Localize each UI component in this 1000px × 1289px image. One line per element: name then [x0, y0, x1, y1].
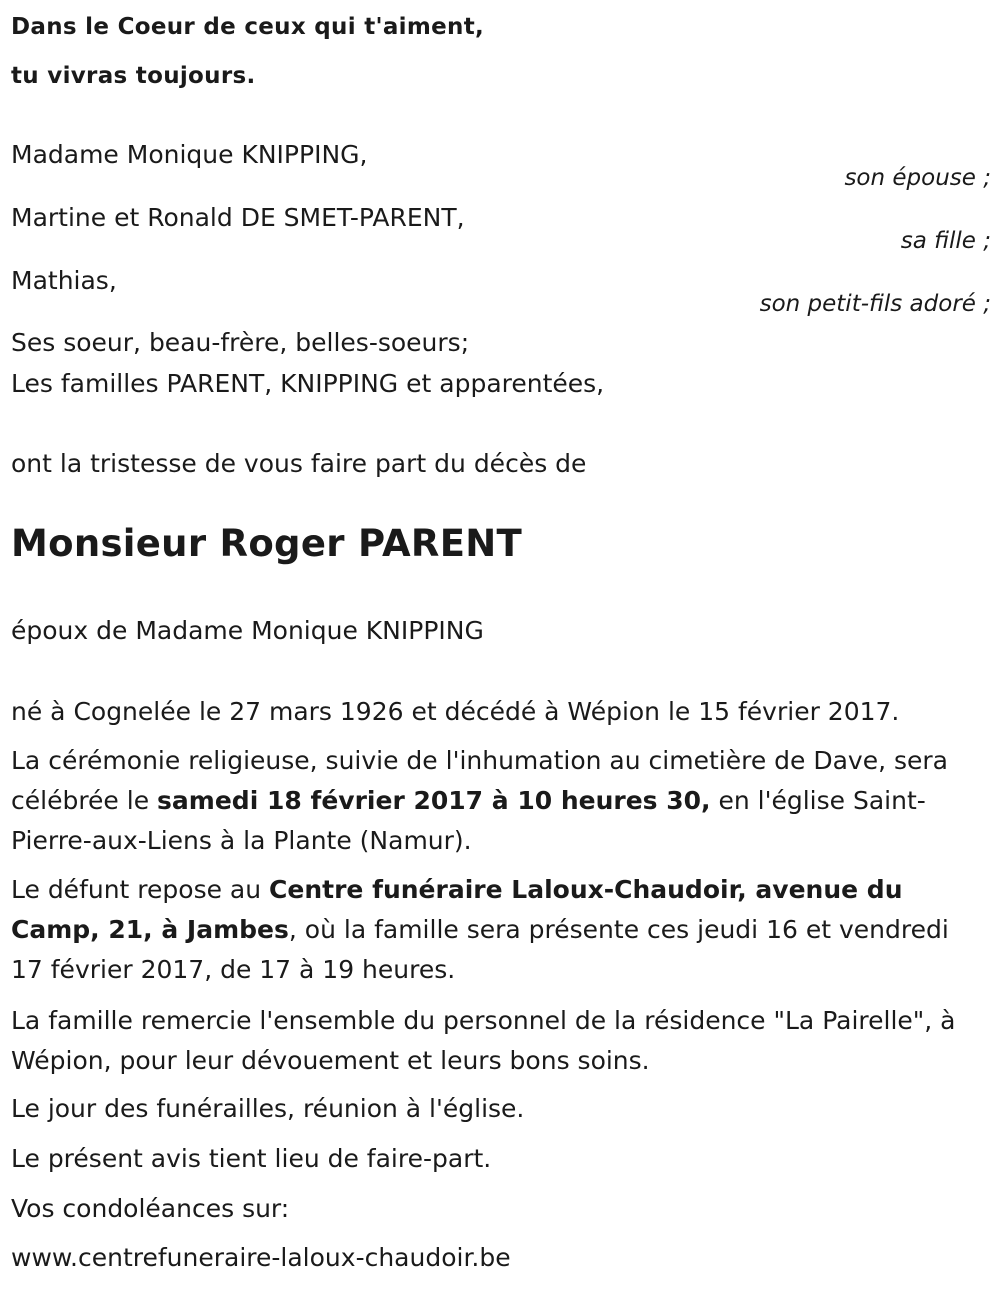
ceremony-paragraph: [11, 741, 986, 861]
spouse-line: époux de Madame Monique KNIPPING: [11, 616, 484, 645]
deceased-name: Monsieur Roger PARENT: [11, 522, 523, 565]
family-member-name: Martine et Ronald DE SMET-PARENT,: [11, 203, 465, 232]
family-member-name: Madame Monique KNIPPING,: [11, 140, 368, 169]
notice-line: Le présent avis tient lieu de faire-part.: [11, 1144, 492, 1173]
ceremony-date: samedi 18 février 2017 à 10 heures 30,: [157, 786, 711, 815]
birth-death-line: né à Cognelée le 27 mars 1926 et décédé à Wépion le 15 février 2017.: [11, 697, 900, 726]
ceremony-text-post: en l'église Saint-Pierre-aux-Liens à la Plante (Namur).: [11, 786, 926, 855]
condolences-label: Vos condoléances sur:: [11, 1194, 290, 1223]
epigraph-line-1: Dans le Coeur de ceux qui t'aiment,: [11, 14, 485, 40]
thanks-paragraph: La famille remercie l'ensemble du personnel de la résidence "La Pairelle", à Wépion, pour leur dévouement et leurs bons soins.: [11, 1006, 956, 1075]
family-member-relation: sa fille ;: [900, 228, 991, 254]
ceremony-text-pre: La cérémonie religieuse, suivie de l'inhumation au cimetière de Dave, sera célébrée le: [11, 746, 948, 815]
family-member-name: Mathias,: [11, 266, 117, 295]
epigraph-line-2: tu vivras toujours.: [11, 63, 256, 89]
condolences-website-link[interactable]: www.centrefuneraire-laloux-chaudoir.be: [11, 1243, 511, 1272]
repose-paragraph: [11, 870, 986, 990]
meeting-line: Le jour des funérailles, réunion à l'église.: [11, 1094, 525, 1123]
other-relatives-line-1: Ses soeur, beau-frère, belles-soeurs;: [11, 328, 470, 357]
other-relatives-line-2: Les familles PARENT, KNIPPING et apparentées,: [11, 369, 605, 398]
repose-text-post: , où la famille sera présente ces jeudi 16 et vendredi 17 février 2017, de 17 à 19 heures.: [11, 915, 949, 984]
family-member-relation: son épouse ;: [844, 165, 991, 191]
family-member-relation: son petit-fils adoré ;: [759, 291, 991, 317]
announcement-text: ont la tristesse de vous faire part du décès de: [11, 449, 587, 478]
repose-text-pre: Le défunt repose au: [11, 875, 270, 904]
funeral-home-address: Centre funéraire Laloux-Chaudoir, avenue du Camp, 21, à Jambes: [11, 875, 903, 944]
